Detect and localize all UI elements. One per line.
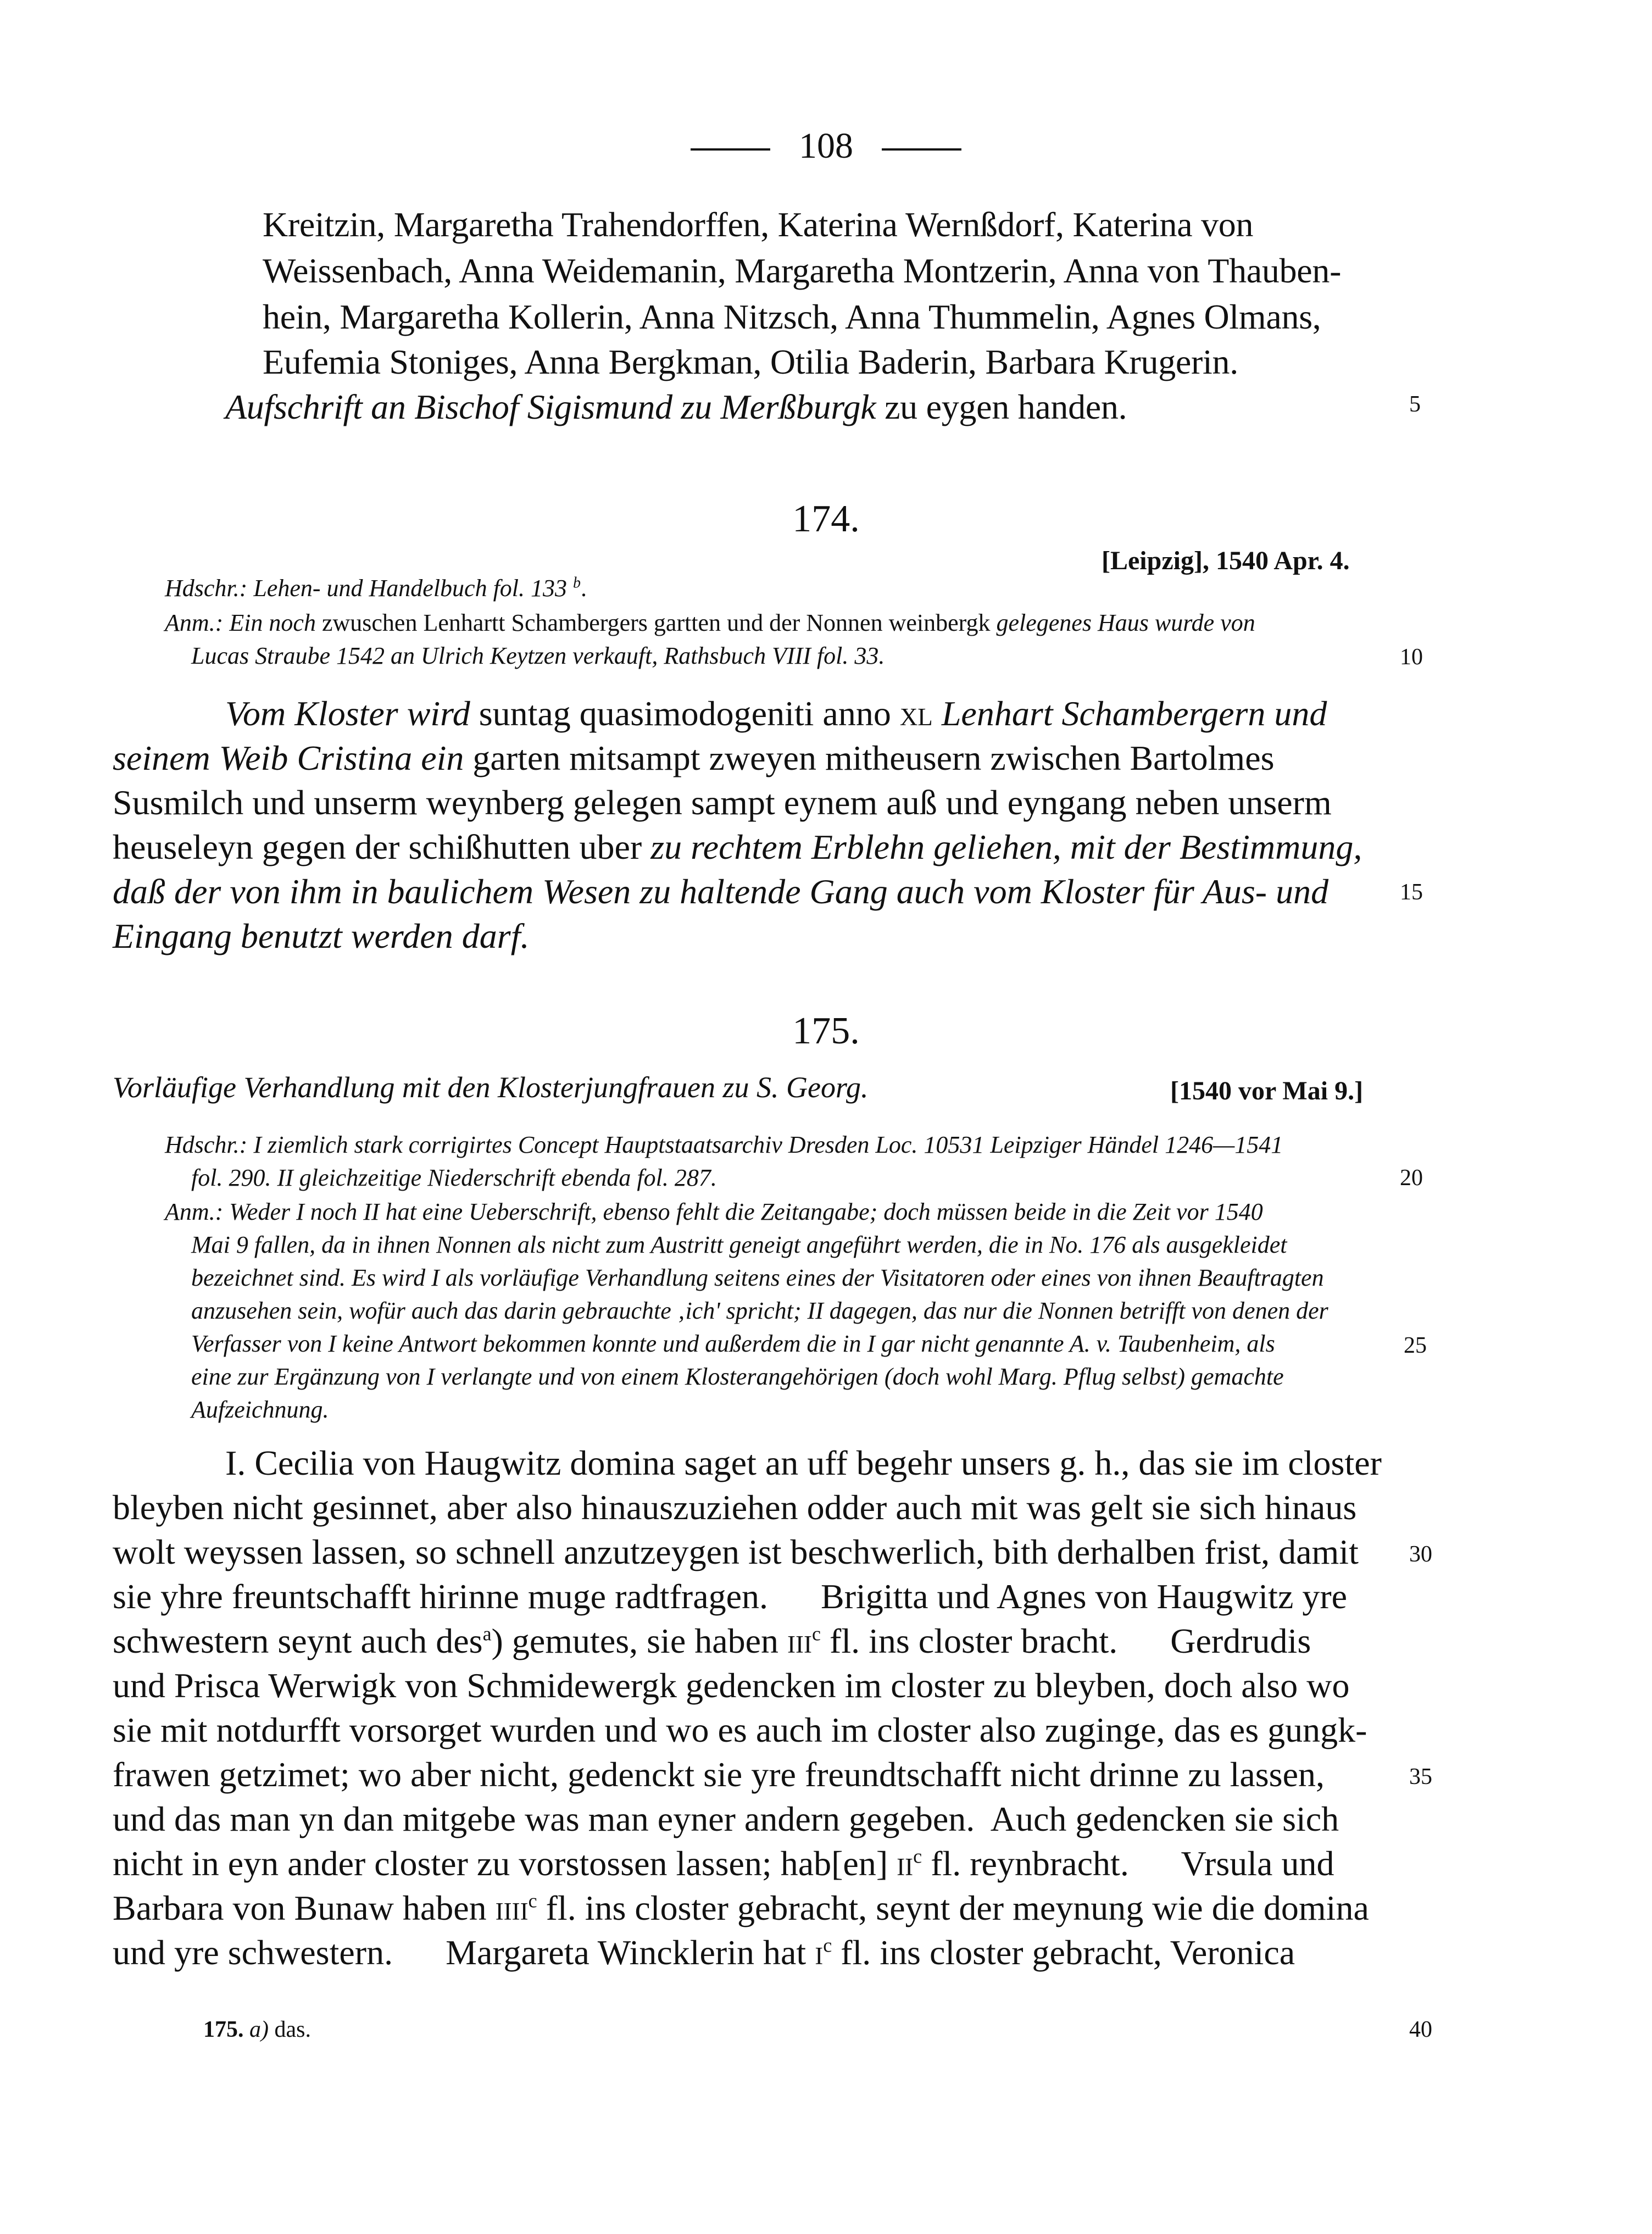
body-175-l11-sup: c (528, 1890, 537, 1912)
body-174-l1-p: suntag quasimodogeniti anno (470, 694, 900, 733)
doc-175-note-7 (191, 1330, 1275, 1358)
intro-line-2: Weissenbach, Anna Weidemanin, Margaretha Montzerin, Anna von Thauben- (263, 251, 1342, 290)
body-175-l5-a: schwestern seynt auch des (113, 1621, 483, 1660)
doc-174-body-line-6 (113, 916, 529, 957)
doc-175-date: [1540 vor Mai 9.] (1170, 1076, 1364, 1105)
aufschrift-line (225, 387, 1127, 427)
anm-label: Anm.: (165, 609, 224, 636)
intro-line-4: Eufemia Stoniges, Anna Bergkman, Otilia Baderin, Barbara Krugerin. (263, 342, 1238, 381)
footnote-text: das. (269, 2017, 311, 2042)
footnote-letter: a) (249, 2017, 269, 2042)
doc-175-number: 175. (792, 1010, 860, 1052)
doc-175-note-9 (191, 1396, 329, 1424)
doc-174-body-line-2 (113, 738, 1275, 779)
line-number-15: 15 (1400, 880, 1423, 905)
body-175-l5-b: ) gemutes, sie haben (491, 1621, 788, 1660)
body-174-l6: Eingang benutzt werden darf. (113, 916, 530, 955)
page-number: 108 (799, 126, 853, 166)
doc-174-anm-line-1 (165, 609, 1255, 637)
doc-174-hdschr (165, 574, 587, 602)
doc-175-body-line-12 (113, 1932, 1295, 1973)
body-175-l12-a: und yre schwestern. Margareta Wincklerin hat (113, 1933, 815, 1972)
doc-175-note-5 (191, 1264, 1324, 1292)
body-175-l10-sup: c (913, 1845, 922, 1868)
doc-175-note-2-text: fol. 290. II gleichzeitige Niederschrift ebenda fol. 287. (191, 1164, 717, 1191)
doc-175-note-3-text: Anm.: Weder I noch II hat eine Ueberschrift, ebenso fehlt die Zeitangabe; doch müssen beide in die Zeit vor 1540 (165, 1198, 1263, 1225)
doc-175-note-1-text: Hdschr.: I ziemlich stark corrigirtes Concept Hauptstaatsarchiv Dresden Loc. 10531 Leipziger Händel 1246—1541 (165, 1131, 1283, 1158)
body-175-l5-sup: a (482, 1622, 492, 1645)
body-175-l10-b: fl. reynbracht. Vrsula und (922, 1844, 1334, 1883)
body-174-l2-i: seinem Weib Cristina ein (113, 738, 464, 777)
body-175-l12-sc: i (815, 1933, 824, 1972)
body-175-l5-c: fl. ins closter bracht. Gerdrudis (821, 1621, 1311, 1660)
footnote (203, 2016, 311, 2043)
body-175-l11-a: Barbara von Bunaw haben (113, 1888, 496, 1927)
line-number-35: 35 (1409, 1764, 1432, 1790)
anm-italic-a: Ein noch (223, 609, 322, 636)
doc-174-body-line-4 (113, 827, 1362, 868)
doc-175-note-8-text: eine zur Ergänzung von I verlangte und von einem Klosterangehörigen (doch wohl Marg. Pflug selbst) gemachte (191, 1363, 1284, 1390)
hdschr-label: Hdschr.: (165, 575, 248, 602)
header-dash-right (882, 148, 961, 151)
doc-175-body-line-5 (113, 1621, 1311, 1661)
body-174-l1-i1: Vom Kloster wird (225, 694, 470, 733)
header-dash-left (691, 148, 770, 151)
anm-italic-b: gelegenes Haus wurde von (990, 609, 1255, 636)
body-175-l5-sup2: c (812, 1622, 821, 1645)
hdschr-end: . (581, 575, 587, 602)
doc-175-note-7-text: Verfasser von I keine Antwort bekommen konnte und außerdem die in I gar nicht genannte A. v. Taubenheim, als (191, 1330, 1275, 1357)
page-header (0, 125, 1652, 167)
doc-175-note-4-text: Mai 9 fallen, da in ihnen Nonnen als nicht zum Austritt geneigt angeführt werden, die in No. 176 als ausgekleidet (191, 1231, 1287, 1258)
aufschrift-plain: zu eygen handen. (876, 387, 1127, 426)
doc-175-body-line-7: sie mit notdurfft vorsorget wurden und wo es auch im closter also zuginge, das es gungk- (113, 1710, 1367, 1749)
doc-175-body-line-2: bleyben nicht gesinnet, aber also hinauszuziehen odder auch mit was gelt sie sich hinaus (113, 1488, 1357, 1527)
line-number-40: 40 (1409, 2017, 1432, 2042)
body-174-l1-i2: Lenhart Schambergern und (932, 694, 1327, 733)
doc-174-number: 174. (792, 498, 860, 540)
doc-175-title (113, 1070, 868, 1104)
body-174-l2-p: garten mitsampt zweyen mitheusern zwischen Bartolmes (464, 738, 1275, 777)
body-174-l4-p: heuseleyn gegen der schißhutten uber (113, 827, 642, 866)
doc-174-body-line-3: Susmilch und unserm weynberg gelegen sampt eynem auß und eyngang neben unserm (113, 783, 1332, 822)
body-174-l1-sc: xl (899, 694, 933, 733)
doc-174-anm-line-2 (191, 642, 885, 670)
line-number-20: 20 (1400, 1165, 1423, 1191)
doc-174-body-line-1 (225, 693, 1327, 734)
anm-plain: zwuschen Lenhartt Schambergers gartten und der Nonnen weinbergk (321, 609, 991, 636)
body-175-l5-sc: iii (787, 1621, 813, 1660)
doc-175-body-line-9: und das man yn dan mitgebe was man eyner andern gegeben. Auch gedencken sie sich (113, 1799, 1339, 1838)
doc-175-title-text: Vorläufige Verhandlung mit den Klosterjungfrauen zu S. Georg. (113, 1071, 869, 1104)
doc-175-note-6-text: anzusehen sein, wofür auch das darin gebrauchte ‚ich' spricht; II dagegen, das nur die Nonnen betrifft von denen der (191, 1297, 1328, 1324)
doc-175-note-5-text: bezeichnet sind. Es wird I als vorläufige Verhandlung seitens eines der Visitatoren oder eines von ihnen Beauftragten (191, 1264, 1324, 1291)
doc-175-body-line-6: und Prisca Werwigk von Schmidewergk gedencken im closter zu bleyben, doch also wo (113, 1666, 1350, 1705)
hdschr-sup: b (573, 574, 581, 592)
anm-line-2-text: Lucas Straube 1542 an Ulrich Keytzen verkauft, Rathsbuch VIII fol. 33. (191, 642, 885, 669)
intro-line-3: hein, Margaretha Kollerin, Anna Nitzsch, Anna Thummelin, Agnes Olmans, (263, 297, 1321, 336)
line-number-30: 30 (1409, 1542, 1432, 1567)
doc-175-body-line-3: wolt weyssen lassen, so schnell anzutzeygen ist beschwerlich, bith derhalben frist, damit (113, 1532, 1359, 1571)
doc-175-body-line-8: frawen getzimet; wo aber nicht, gedenckt sie yre freundtschafft nicht drinne zu lassen, (113, 1755, 1325, 1794)
doc-174-body-line-5 (113, 871, 1328, 912)
body-174-l4-i: zu rechtem Erblehn geliehen, mit der Bestimmung, (642, 827, 1362, 866)
aufschrift-italic: Aufschrift an Bischof Sigismund zu Merßburgk (225, 387, 876, 426)
line-number-10: 10 (1400, 644, 1423, 670)
doc-175-body-line-4: sie yhre freuntschafft hirinne muge radtfragen. Brigitta und Agnes von Haugwitz yre (113, 1577, 1348, 1616)
doc-175-body-line-10 (113, 1843, 1334, 1884)
doc-175-note-1 (165, 1131, 1283, 1159)
line-number-5: 5 (1409, 392, 1421, 417)
body-175-l11-sc: iiii (495, 1888, 529, 1927)
doc-174-date: [Leipzig], 1540 Apr. 4. (1102, 546, 1350, 575)
body-174-l5: daß der von ihm in baulichem Wesen zu haltende Gang auch vom Kloster für Aus- und (113, 872, 1329, 911)
body-175-l10-a: nicht in eyn ander closter zu vorstossen lassen; hab[en] (113, 1844, 897, 1883)
doc-175-body-line-1: I. Cecilia von Haugwitz domina saget an uff begehr unsers g. h., das sie im closter (225, 1443, 1382, 1482)
doc-175-note-6 (191, 1297, 1328, 1325)
footnote-ref: 175. (203, 2017, 244, 2042)
doc-175-note-9-text: Aufzeichnung. (191, 1396, 329, 1423)
body-175-l12-b: fl. ins closter gebracht, Veronica (832, 1933, 1295, 1972)
doc-175-note-4 (191, 1231, 1287, 1259)
body-175-l11-b: fl. ins closter gebracht, seynt der meynung wie die domina (537, 1888, 1369, 1927)
body-175-l10-sc: ii (897, 1844, 914, 1883)
intro-line-1: Kreitzin, Margaretha Trahendorffen, Katerina Wernßdorf, Katerina von (263, 205, 1254, 244)
doc-175-note-3 (165, 1198, 1263, 1226)
doc-175-note-2 (191, 1164, 717, 1192)
body-175-l12-sup: c (823, 1934, 832, 1957)
doc-175-note-8 (191, 1363, 1284, 1391)
line-number-25: 25 (1404, 1333, 1427, 1358)
doc-175-body-line-11 (113, 1888, 1369, 1929)
hdschr-text: Lehen- und Handelbuch fol. 133 (247, 575, 574, 602)
